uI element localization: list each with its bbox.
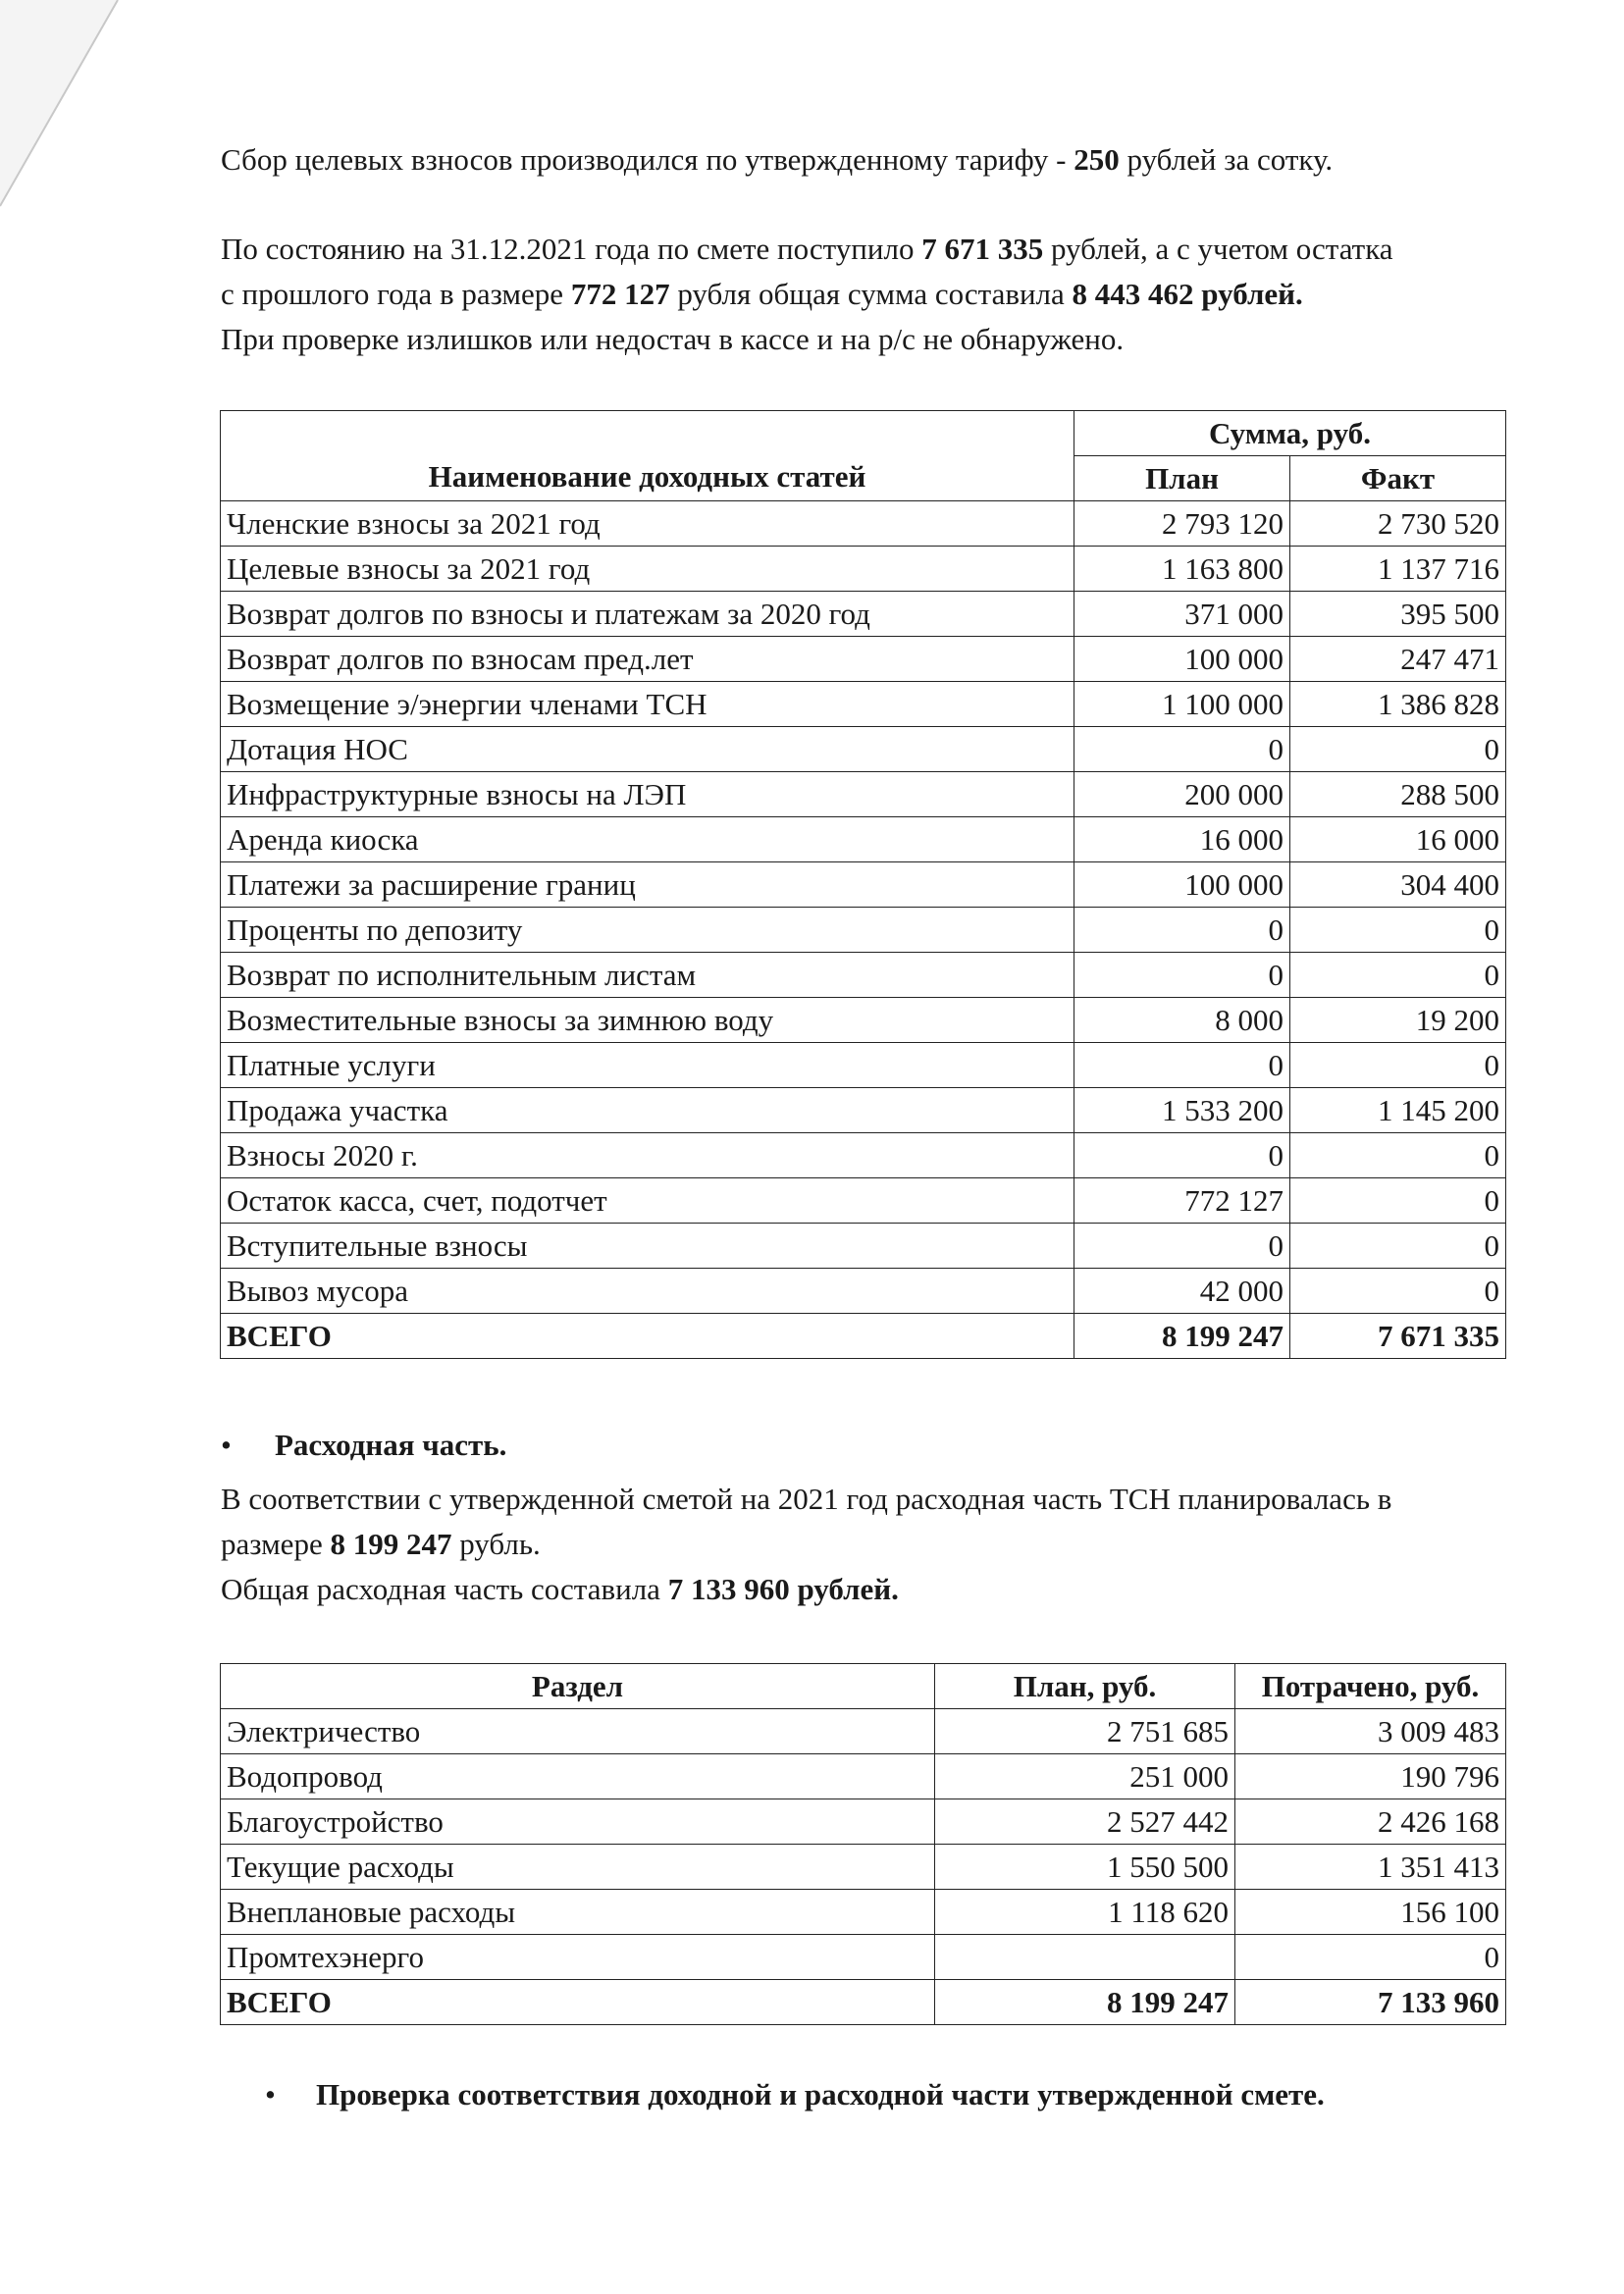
- expense-line-3: [221, 1567, 1506, 1612]
- row-name: Водопровод: [221, 1754, 935, 1799]
- table-row: [221, 953, 1506, 998]
- row-name: Внеплановые расходы: [221, 1890, 935, 1935]
- table-row: [221, 1799, 1506, 1845]
- header-fact: Факт: [1290, 456, 1506, 501]
- row-name: Возмещение э/энергии членами ТСН: [221, 682, 1074, 727]
- row-plan: 200 000: [1074, 772, 1290, 817]
- row-name: Возврат долгов по взносам пред.лет: [221, 637, 1074, 682]
- header-plan: План, руб.: [935, 1664, 1235, 1709]
- row-fact: 395 500: [1290, 592, 1506, 637]
- row-name: Платежи за расширение границ: [221, 862, 1074, 908]
- table-row: [221, 1754, 1506, 1799]
- row-fact: 0: [1290, 1178, 1506, 1224]
- row-name: Возврат по исполнительным листам: [221, 953, 1074, 998]
- table-row: [221, 1043, 1506, 1088]
- row-name: Платные услуги: [221, 1043, 1074, 1088]
- text: размере: [221, 1527, 331, 1561]
- total-plan: 8 199 247: [1074, 1314, 1290, 1359]
- row-name: Вступительные взносы: [221, 1224, 1074, 1269]
- text: рубля общая сумма составила: [669, 277, 1073, 311]
- row-name: Электричество: [221, 1709, 935, 1754]
- row-plan: 0: [1074, 953, 1290, 998]
- check-section-heading: [265, 2072, 1325, 2117]
- text: рублей, а с учетом остатка: [1043, 232, 1393, 266]
- expense-paragraph: [221, 1477, 1506, 1612]
- text: рублей.: [1193, 277, 1303, 311]
- row-fact: 1 145 200: [1290, 1088, 1506, 1133]
- table-row: [221, 1088, 1506, 1133]
- spent-amount: 7 133 960 рублей.: [667, 1572, 899, 1606]
- row-plan: 1 533 200: [1074, 1088, 1290, 1133]
- income-summary-paragraph: [221, 227, 1506, 362]
- row-name: Остаток касса, счет, подотчет: [221, 1178, 1074, 1224]
- row-plan: 251 000: [935, 1754, 1235, 1799]
- table-row: [221, 1178, 1506, 1224]
- row-fact: 1 137 716: [1290, 547, 1506, 592]
- row-plan: 772 127: [1074, 1178, 1290, 1224]
- expense-line-1: В соответствии с утвержденной сметой на 2021 год расходная часть ТСН планировалась в: [221, 1482, 1392, 1516]
- income-amount: 7 671 335: [921, 232, 1044, 266]
- scan-fold-mark: [0, 0, 147, 255]
- row-plan: 0: [1074, 1133, 1290, 1178]
- row-fact: 304 400: [1290, 862, 1506, 908]
- table-row: [221, 998, 1506, 1043]
- table-header-row: [221, 411, 1506, 456]
- table-row: [221, 1845, 1506, 1890]
- row-name: Возврат долгов по взносы и платежам за 2020 год: [221, 592, 1074, 637]
- table-row: [221, 772, 1506, 817]
- row-name: Проценты по депозиту: [221, 908, 1074, 953]
- row-name: Вывоз мусора: [221, 1269, 1074, 1314]
- header-spent: Потрачено, руб.: [1235, 1664, 1506, 1709]
- summary-line-3: При проверке излишков или недостач в кассе и на р/с не обнаружено.: [221, 322, 1125, 356]
- row-plan: 2 793 120: [1074, 501, 1290, 547]
- header-section: Раздел: [221, 1664, 935, 1709]
- table-row: [221, 547, 1506, 592]
- row-fact: 16 000: [1290, 817, 1506, 862]
- row-fact: 19 200: [1290, 998, 1506, 1043]
- row-fact: 0: [1290, 1224, 1506, 1269]
- total-row: [221, 1980, 1506, 2025]
- row-plan: 1 163 800: [1074, 547, 1290, 592]
- text: Сбор целевых взносов производился по утвержденному тарифу -: [221, 142, 1074, 177]
- total-label: ВСЕГО: [221, 1314, 1074, 1359]
- row-plan: 100 000: [1074, 862, 1290, 908]
- text: По состоянию на 31.12.2021 года по смете поступило: [221, 232, 922, 266]
- table-row: [221, 1935, 1506, 1980]
- balance-amount: 772 127: [570, 277, 670, 311]
- tariff-paragraph: [221, 137, 1506, 182]
- table-row: [221, 862, 1506, 908]
- row-name: Продажа участка: [221, 1088, 1074, 1133]
- row-plan: [935, 1935, 1235, 1980]
- row-fact: 0: [1290, 908, 1506, 953]
- total-spent: 7 133 960: [1235, 1980, 1506, 2025]
- row-plan: 42 000: [1074, 1269, 1290, 1314]
- row-spent: 1 351 413: [1235, 1845, 1506, 1890]
- text: рублей за сотку.: [1119, 142, 1334, 177]
- row-name: Взносы 2020 г.: [221, 1133, 1074, 1178]
- row-spent: 156 100: [1235, 1890, 1506, 1935]
- header-plan: План: [1074, 456, 1290, 501]
- total-amount: 8 443 462: [1072, 277, 1194, 311]
- header-sum: Сумма, руб.: [1074, 411, 1506, 456]
- row-name: Аренда киоска: [221, 817, 1074, 862]
- section-title: Расходная часть.: [275, 1428, 507, 1462]
- row-name: Членские взносы за 2021 год: [221, 501, 1074, 547]
- row-fact: 247 471: [1290, 637, 1506, 682]
- row-plan: 371 000: [1074, 592, 1290, 637]
- row-fact: 2 730 520: [1290, 501, 1506, 547]
- table-header-row: [221, 1664, 1506, 1709]
- expense-line-2: [221, 1522, 1506, 1567]
- table-row: [221, 637, 1506, 682]
- bullet: •: [221, 1428, 232, 1462]
- expense-table: [220, 1663, 1506, 2025]
- row-fact: 0: [1290, 727, 1506, 772]
- row-spent: 190 796: [1235, 1754, 1506, 1799]
- row-name: Целевые взносы за 2021 год: [221, 547, 1074, 592]
- table-row: [221, 1890, 1506, 1935]
- table-row: [221, 817, 1506, 862]
- text: с прошлого года в размере: [221, 277, 571, 311]
- row-fact: 288 500: [1290, 772, 1506, 817]
- total-fact: 7 671 335: [1290, 1314, 1506, 1359]
- row-plan: 0: [1074, 1043, 1290, 1088]
- row-fact: 1 386 828: [1290, 682, 1506, 727]
- row-name: Текущие расходы: [221, 1845, 935, 1890]
- text: рубль.: [451, 1527, 541, 1561]
- row-spent: 2 426 168: [1235, 1799, 1506, 1845]
- total-row: [221, 1314, 1506, 1359]
- row-name: Благоустройство: [221, 1799, 935, 1845]
- row-name: Инфраструктурные взносы на ЛЭП: [221, 772, 1074, 817]
- row-spent: 3 009 483: [1235, 1709, 1506, 1754]
- income-table: [220, 410, 1506, 1359]
- row-plan: 0: [1074, 908, 1290, 953]
- planned-amount: 8 199 247: [330, 1527, 452, 1561]
- bullet: •: [265, 2077, 276, 2112]
- header-name: Наименование доходных статей: [221, 411, 1074, 501]
- row-fact: 0: [1290, 1133, 1506, 1178]
- expense-section-heading: [221, 1423, 506, 1468]
- table-row: [221, 1224, 1506, 1269]
- table-row: [221, 592, 1506, 637]
- row-name: Дотация НОС: [221, 727, 1074, 772]
- row-fact: 0: [1290, 953, 1506, 998]
- row-plan: 1 118 620: [935, 1890, 1235, 1935]
- row-plan: 1 550 500: [935, 1845, 1235, 1890]
- row-plan: 0: [1074, 1224, 1290, 1269]
- table-row: [221, 1269, 1506, 1314]
- text: Общая расходная часть составила: [221, 1572, 668, 1606]
- row-plan: 2 751 685: [935, 1709, 1235, 1754]
- row-plan: 0: [1074, 727, 1290, 772]
- section-title: Проверка соответствия доходной и расходной части утвержденной смете.: [316, 2077, 1325, 2112]
- row-plan: 100 000: [1074, 637, 1290, 682]
- row-fact: 0: [1290, 1043, 1506, 1088]
- total-plan: 8 199 247: [935, 1980, 1235, 2025]
- row-name: Промтехэнерго: [221, 1935, 935, 1980]
- table-row: [221, 682, 1506, 727]
- row-plan: 16 000: [1074, 817, 1290, 862]
- row-plan: 8 000: [1074, 998, 1290, 1043]
- summary-line-2: [221, 272, 1506, 317]
- row-plan: 1 100 000: [1074, 682, 1290, 727]
- row-name: Возместительные взносы за зимнюю воду: [221, 998, 1074, 1043]
- row-spent: 0: [1235, 1935, 1506, 1980]
- table-row: [221, 908, 1506, 953]
- tariff-value: 250: [1074, 142, 1120, 177]
- total-label: ВСЕГО: [221, 1980, 935, 2025]
- table-row: [221, 727, 1506, 772]
- row-plan: 2 527 442: [935, 1799, 1235, 1845]
- table-row: [221, 1133, 1506, 1178]
- summary-line-1: [221, 227, 1506, 272]
- table-row: [221, 501, 1506, 547]
- table-row: [221, 1709, 1506, 1754]
- row-fact: 0: [1290, 1269, 1506, 1314]
